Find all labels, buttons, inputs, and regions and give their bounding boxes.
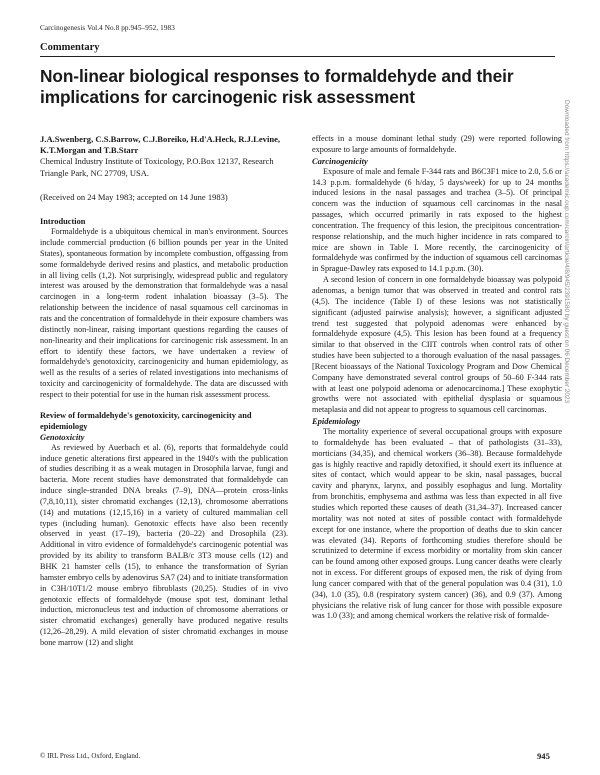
author-list: J.A.Swenberg, C.S.Barrow, C.J.Boreiko, H.d'A.Heck, R.J.Levine, K.T.Morgan and T.B.Starr: [40, 134, 281, 156]
left-column: [40, 134, 288, 649]
introduction-heading: Introduction: [40, 217, 86, 227]
page-number: 945: [537, 751, 550, 761]
carcinogenicity-paragraph-2: A second lesion of concern in one formaldehyde bioassay was polypoid adenomas, a benign tumor that was observed in treated and control rats (4,5). The incidence (Table I) of these lesions was not statistically significant (adjusted pairwise analysis); however, a significant adjusted trend test suggested that polypoid adenomas were enhanced by formaldehyde exposure (4,5). This lesion has been found at a frequency similar to that observed in the CIIT controls when control rats of other studies have been subjected to a thorough evaluation of the nasal passages. [Recent bioassays of the National Toxicology Program and Dow Chemical Company have demonstrated several control groups of 50–60 F-344 rats with at least one polypoid adenoma or adenocarcinoma.] These exophytic growths were not associated with epithelial dysplasia or squamous metaplasia and did not appear to progress to squamous cell carcinomas.: [312, 275, 562, 415]
introduction-paragraph: Formaldehyde is a ubiquitous chemical in man's environment. Sources include commercial production (6 billion pounds per year in the United States), spontaneous formation by incomplete combustion, offgassing from some formaldehyde derived resins and plastics, and metabolic production in all living cells (1,2). Not surprisingly, widespread public and regulatory interest was aroused by the demonstration that formaldehyde was a nasal carcinogen in a long-term rodent inhalation bioassay (3–5). The relationship between the incidence of nasal squamous cell carcinomas in rats and the concentration of formaldehyde in their exposure chambers was distinctly non-linear, raising important questions regarding the causes of non-linearity and their implications for carcinogenic risk assessment. In an effort to identify these factors, we have undertaken a review of formaldehyde's genotoxicity, carcinogenicity and human epidemiology, as well as the results of a series of related investigations into mechanisms of toxicity and carcinogenicity of formaldehyde. The data are discussed with respect to their potential for use in the human risk assessment process.: [40, 227, 288, 399]
continuation-paragraph: effects in a mouse dominant lethal study (29) were reported following exposure to large amounts of formaldehyde.: [312, 134, 562, 154]
header-rule: [40, 56, 555, 57]
carcinogenicity-heading: Carcinogenicity: [312, 155, 368, 166]
carcinogenicity-paragraph-1: Exposure of male and female F-344 rats and B6C3F1 mice to 2.0, 5.6 or 14.3 p.p.m. formaldehyde (6 h/day, 5 days/week) for up to 24 months induced lesions in the nasal passages and trachea (3–5). Of principal concern was the induction of squamous cell carcinomas in the nasal passages, which occurred primarily in rats exposed to the highest concentration. The frequency of this lesion, the precipitous concentration-response relationship, and the much higher incidence in rats compared to mice are shown in Table I. More recently, the carcinogenicity of formaldehyde was confirmed by the induction of squamous cell carcinomas in Sprague-Dawley rats exposed to 14.1 p.p.m. (30).: [312, 166, 562, 274]
received-dates: (Received on 24 May 1983; accepted on 14 June 1983): [40, 192, 228, 203]
epidemiology-paragraph: The mortality experience of several occupational groups with exposure to formaldehyde has been evaluated – that of pathologists (31–33), morticians (34,35), and chemical workers (36–38). Because formaldehyde gas is highly reactive and rapidly detoxified, it should exert its influence at sites of contact, which would appear to be skin, nasal passages, buccal cavity and pharynx, larynx, and possibly esophagus and lung. Mortality from bronchitis, emphysema and asthma was less than expected in all five studies which reported these causes of death (31,34–37). Increased cancer mortality was not noted at sites of possible contact with formaldehyde except for one instance, where the proportion of deaths due to skin cancer was elevated (34). Reports of forthcoming studies therefore should be scrutinized to determine if excess morbidity or mortality from skin cancer can be found among other exposed groups. Lung cancer deaths were clearly not in excess. For different groups of exposed men, the risk of dying from lung cancer compared with that of the general population was 0.4 (31), 1.0 (34), 1.0 (35), 0.8 (respiratory system cancer) (36), and 0.9 (37). Among physicians the relative risk of lung cancer for those with possible exposure was 1.0 (33); and among chemical workers the relative risk of formalde-: [312, 427, 562, 621]
right-column: [312, 134, 562, 622]
genotoxicity-heading: Genotoxicity: [40, 431, 85, 442]
epidemiology-heading: Epidemiology: [312, 416, 361, 427]
affiliation: Chemical Industry Institute of Toxicology, P.O.Box 12137, Research Triangle Park, NC 27709, USA.: [40, 156, 274, 178]
article-title: Non-linear biological responses to formaldehyde and their implications for carcinogenic risk assessment: [40, 66, 514, 107]
download-watermark-text: Downloaded from https://academic.oup.com/carcin/article/4/8/945/2391580 by guest on 06 December 2023: [563, 100, 570, 404]
copyright-notice: © IRL Press Ltd., Oxford, England.: [40, 752, 141, 760]
section-label: Commentary: [40, 42, 100, 53]
journal-citation: Carcinogenesis Vol.4 No.8 pp.945–952, 1983: [40, 24, 175, 32]
review-heading: Review of formaldehyde's genotoxicity, carcinogenicity and epidemiology: [40, 410, 252, 431]
genotoxicity-paragraph: As reviewed by Auerbach et al. (6), reports that formaldehyde could induce genetic alterations first appeared in the 1940's with the publication of studies describing it as a weak mutagen in Drosophila larvae, fungi and bacteria. More recent studies have demonstrated that formaldehyde can induce single-stranded DNA breaks (7–9), DNA—protein cross-links (7,8,10,11), sister chromatid exchanges (12,13), chromosome aberrations (14) and mutations (12,15,16) in a variety of cultured mammalian cell types (including human). Genotoxic effects have also been recently observed in yeast (17–19), bacteria (20–22) and Drosophila (23). Additional in vitro evidence of formaldehyde's carcinogenic potential was provided by its ability to transform BALB/c 3T3 mouse cells (12) and BHK 21 hamster cells (15), to enhance the transformation of Syrian hamster embryo cells by adenovirus SA7 (24) and to initiate transformation in C3H/10T1/2 mouse embryo fibroblasts (20,25). Studies of in vivo genotoxic effects of formaldehyde (mouse spot test, dominant lethal induction, micronucleus test and induction of chromosome aberrations or sister chromatid exchanges) generally have produced negative results (12,26–28,29). A mild elevation of sister chromatid exchanges in mouse bone marrow (12) and slight: [40, 442, 288, 647]
